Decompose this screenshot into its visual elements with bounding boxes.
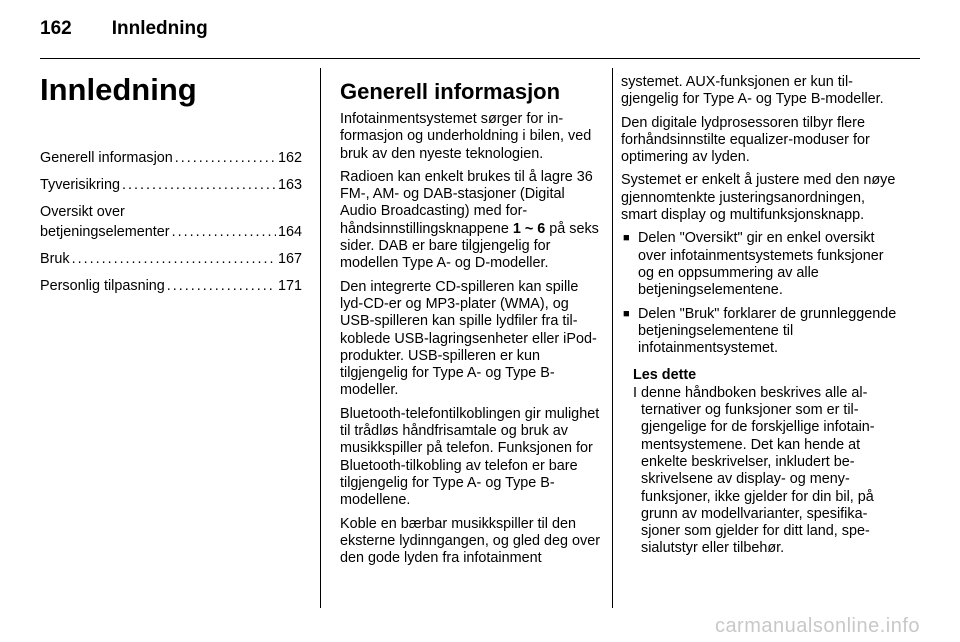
paragraph-text: Koble en bærbar musikkspiller til den eksterne lydinngangen, og gled deg over den gode lyden fra infotainment (340, 515, 601, 567)
note-body: I denne håndboken beskrives alle alternativer og funksjoner som er tilgjengelige for de forskjellige infotainmentsystemene. Det kan hende at enkelte beskrivelser, inkludert beskrivelsene av display- og menyfunksjoner, ikke gjelder for din bil, på grunn av modellvarianter, spesifikasjoner som gjelder for ditt land, spesialutstyr eller tilbehør. (633, 384, 875, 557)
column-divider (612, 68, 613, 608)
paragraph-continuation (621, 74, 901, 109)
column-divider (320, 68, 321, 608)
chapter-column (40, 68, 302, 303)
preset-keys: 1 ~ 6 (512, 220, 546, 237)
square-bullet-icon: ■ (623, 232, 630, 245)
paragraph-text: systemet. AUX-funksjonen er kun tilgjengelig for Type A- og Type B-modeller. (621, 74, 884, 108)
running-title: Innledning (111, 18, 208, 39)
toc-item-label: Generell informasjon (40, 150, 173, 166)
toc-item-page: 167 (277, 251, 302, 267)
paragraph-continued (340, 516, 602, 568)
toc-item[interactable] (40, 148, 302, 168)
list-item-text: Delen "Bruk" forklarer de grunnleggende betjeningselementene til infotainmentsystemet. (638, 305, 897, 357)
square-bullet-icon: ■ (623, 307, 630, 320)
paragraph-radio (340, 169, 602, 273)
toc-item-label: Personlig tilpasning (40, 278, 165, 294)
toc-item-label: Oversikt over betjeningselementer (40, 204, 170, 240)
paragraph: Systemet er enkelt å justere med den nøye gjennomtenkte justeringsanordningen, smart display og multifunksjonsknapp. (621, 172, 896, 224)
page-number: 162 (40, 18, 72, 39)
note-heading: Les dette (633, 367, 697, 384)
chapter-title: Innledning (40, 72, 197, 107)
toc-leader-dots (122, 175, 276, 195)
list-item-text: Delen "Oversikt" gir en enkel oversikt over infotainmentsystemets funksjoner og en oppsummering av alle betjeningselementene. (638, 230, 884, 299)
toc-item-page: 162 (277, 150, 302, 166)
list-item (621, 306, 901, 358)
toc-item[interactable] (40, 249, 302, 269)
radio-text: på seks sider. DAB er bare tilgjengelig for modellen Type A- og D-modeller. (340, 220, 599, 272)
list-item (621, 230, 901, 299)
paragraph: Infotainmentsystemet sørger for informasjon og underholdning i bilen, ved bruk av den nyeste teknologien. (340, 111, 592, 162)
paragraph: Den integrerte CD-spilleren kan spille lyd-CD-er og MP3-plater (WMA), og USB-spilleren kan spille lydfiler fra tilkoblede USB-lagringsenheter eller iPod-produkter. USB-spilleren er kun tilgjengelig for Type A- og Type B-modeller. (340, 278, 597, 399)
paragraph: Den digitale lydprosessoren tilbyr flere forhåndsinnstilte equalizer-moduser for optimering av lyden. (621, 114, 870, 166)
text-column-right (621, 74, 901, 558)
radio-text: Radioen kan enkelt brukes til å lagre 36 FM-, AM- og DAB-stasjoner (Digital Audio Broadcasting) med forhåndsinnstillingsknappene (340, 168, 593, 237)
toc-item-page: 163 (277, 177, 302, 193)
toc-item[interactable] (40, 175, 302, 195)
toc-leader-dots (72, 249, 276, 269)
toc-leader-dots (167, 276, 276, 296)
toc-item-page: 164 (277, 224, 302, 240)
toc-leader-dots (175, 148, 276, 168)
header-divider (40, 58, 920, 59)
section-title: Generell informasjon (340, 79, 561, 104)
page-header (40, 18, 208, 48)
watermark: carmanualsonline.info (714, 615, 920, 637)
table-of-contents (40, 148, 302, 296)
text-column-middle (340, 78, 602, 573)
bullet-list (621, 230, 901, 357)
toc-leader-dots (172, 222, 276, 242)
toc-item[interactable] (40, 202, 302, 242)
paragraph: Bluetooth-telefontilkoblingen gir mulighet til trådløs håndfrisamtale og bruk av musikkspiller på telefon. Funksjonen for Bluetooth-tilkobling av telefon er bare tilgjengelig for Type A- og Type B-modellene. (340, 405, 600, 509)
toc-item-label: Tyverisikring (40, 177, 120, 193)
note-box (633, 367, 901, 557)
toc-item[interactable] (40, 276, 302, 296)
toc-item-label: Bruk (40, 251, 70, 267)
toc-item-page: 171 (277, 278, 302, 294)
